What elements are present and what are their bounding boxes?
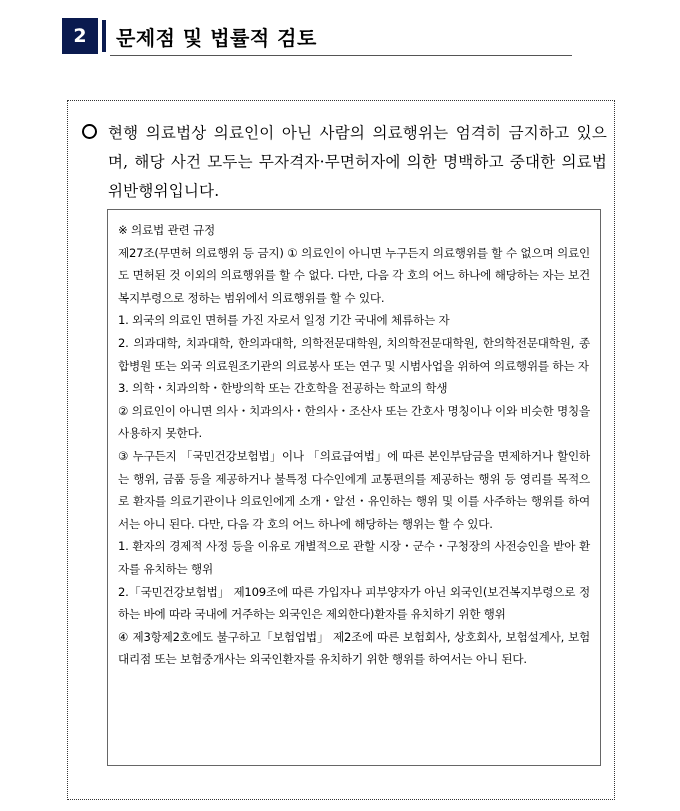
law-paragraph: 2.「국민건강보험법」 제109조에 따른 가입자나 피부양자가 아닌 외국인(보건복지부령으로 정하는 바에 따라 국내에 거주하는 외국인은 제외한다)환자를 유치하기 위한 행위 [118, 584, 590, 622]
law-paragraph: ④ 제3항제2호에도 불구하고「보험업법」 제2조에 따른 보험회사, 상호회사, 보험설계사, 보험대리점 또는 보험중개사는 외국인환자를 유치하기 위한 행위를 하여서는 아니 된다. [118, 629, 590, 667]
summary-text: 현행 의료법상 의료인이 아닌 사람의 의료행위는 엄격히 금지하고 있으며, 해당 사건 모두는 무자격자·무면허자에 의한 명백하고 중대한 의료법 위반행위입니다. [108, 124, 607, 200]
law-paragraph: 제27조(무면허 의료행위 등 금지) ① 의료인이 아니면 누구든지 의료행위를 할 수 없으며 의료인도 면허된 것 이외의 의료행위를 할 수 없다. 다만, 다음 각 호의 어느 하나에 해당하는 자는 보건복지부령으로 정하는 범위에서 의료행위를 할 수 있다. [118, 245, 590, 305]
section-number-badge: 2 [62, 18, 98, 54]
law-reference-box [107, 209, 601, 766]
law-paragraph: ② 의료인이 아니면 의사・치과의사・한의사・조산사 또는 간호사 명칭이나 이와 비슷한 명칭을 사용하지 못한다. [118, 403, 590, 441]
header-underline [110, 55, 572, 56]
law-paragraph: 2. 의과대학, 치과대학, 한의과대학, 의학전문대학원, 치의학전문대학원, 한의학전문대학원, 종합병원 또는 외국 의료원조기관의 의료봉사 또는 연구 및 시범사업을 위하여 의료행위를 하는 자 [118, 335, 590, 373]
section-header [62, 18, 572, 56]
header-accent-bar [102, 20, 106, 52]
law-paragraph: ③ 누구든지 「국민건강보험법」이나 「의료급여법」에 따른 본인부담금을 면제하거나 할인하는 행위, 금품 등을 제공하거나 불특정 다수인에게 교통편의를 제공하는 행위 등 영리를 목적으로 환자를 의료기관이나 의료인에게 소개・알선・유인하는 행위 및 이를 사주하는 행위를 하여서는 아니 된다. 다만, 다음 각 호의 어느 하나에 해당하는 행위는 할 수 있다. [118, 448, 590, 531]
law-paragraph: 1. 외국의 의료인 면허를 가진 자로서 일정 기간 국내에 체류하는 자 [118, 313, 450, 328]
law-paragraph: 3. 의학・치과의학・한방의학 또는 간호학을 전공하는 학교의 학생 [118, 381, 448, 396]
summary-bullet [82, 119, 607, 206]
law-text [118, 219, 590, 671]
law-paragraph: 1. 환자의 경제적 사정 등을 이유로 개별적으로 관할 시장・군수・구청장의 사전승인을 받아 환자를 유치하는 행위 [118, 539, 590, 576]
law-heading: ※ 의료법 관련 규정 [118, 223, 215, 237]
section-title: 문제점 및 법률적 검토 [116, 26, 317, 50]
circle-bullet-icon [82, 124, 97, 139]
